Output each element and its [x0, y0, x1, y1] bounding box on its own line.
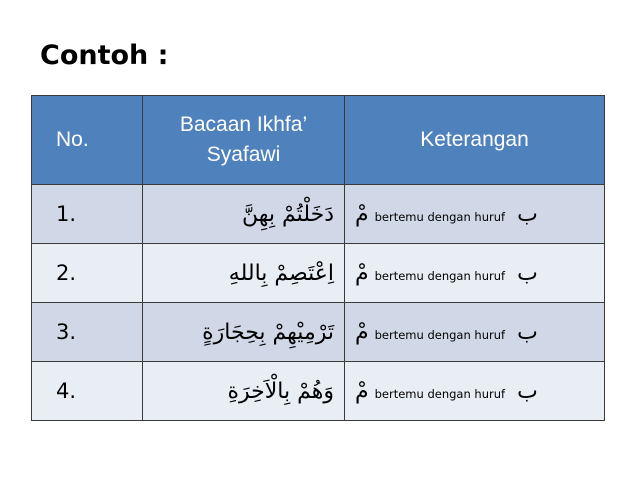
huruf-ba: ب	[517, 260, 538, 286]
header-bacaan	[143, 96, 345, 185]
header-no: No.	[32, 96, 143, 185]
row-bacaan: وَهُمْ بِالْاَخِرَةِ	[143, 362, 345, 421]
ikhfa-syafawi-table	[31, 95, 605, 421]
huruf-ba: ب	[517, 201, 538, 227]
huruf-ba: ب	[517, 319, 538, 345]
mim-sukun: مْ	[355, 260, 369, 286]
row-number: 4.	[32, 362, 143, 421]
row-bacaan: تَرْمِيْهِمْ بِحِجَارَةٍ	[143, 303, 345, 362]
keterangan-text: bertemu dengan huruf	[374, 386, 506, 401]
table-row	[32, 303, 605, 362]
keterangan-text: bertemu dengan huruf	[374, 327, 506, 342]
row-keterangan	[345, 185, 605, 244]
table-header-row	[32, 96, 605, 185]
header-keterangan: Keterangan	[345, 96, 605, 185]
table-row	[32, 362, 605, 421]
row-number: 2.	[32, 244, 143, 303]
keterangan-text: bertemu dengan huruf	[374, 209, 506, 224]
mim-sukun: مْ	[355, 378, 369, 404]
mim-sukun: مْ	[355, 201, 369, 227]
keterangan-text: bertemu dengan huruf	[374, 268, 506, 283]
row-bacaan: دَخَلْتُمْ بِهِنَّ	[143, 185, 345, 244]
table-row	[32, 244, 605, 303]
row-bacaan: اِعْتَصِمْ بِاللهِ	[143, 244, 345, 303]
header-bacaan-line2: Syafawi	[206, 143, 281, 166]
row-number: 1.	[32, 185, 143, 244]
mim-sukun: مْ	[355, 319, 369, 345]
table-row	[32, 185, 605, 244]
row-number: 3.	[32, 303, 143, 362]
huruf-ba: ب	[517, 378, 538, 404]
row-keterangan	[345, 362, 605, 421]
header-bacaan-line1: Bacaan Ikhfa’	[179, 113, 308, 136]
row-keterangan	[345, 303, 605, 362]
page-title: Contoh :	[40, 40, 169, 71]
row-keterangan	[345, 244, 605, 303]
